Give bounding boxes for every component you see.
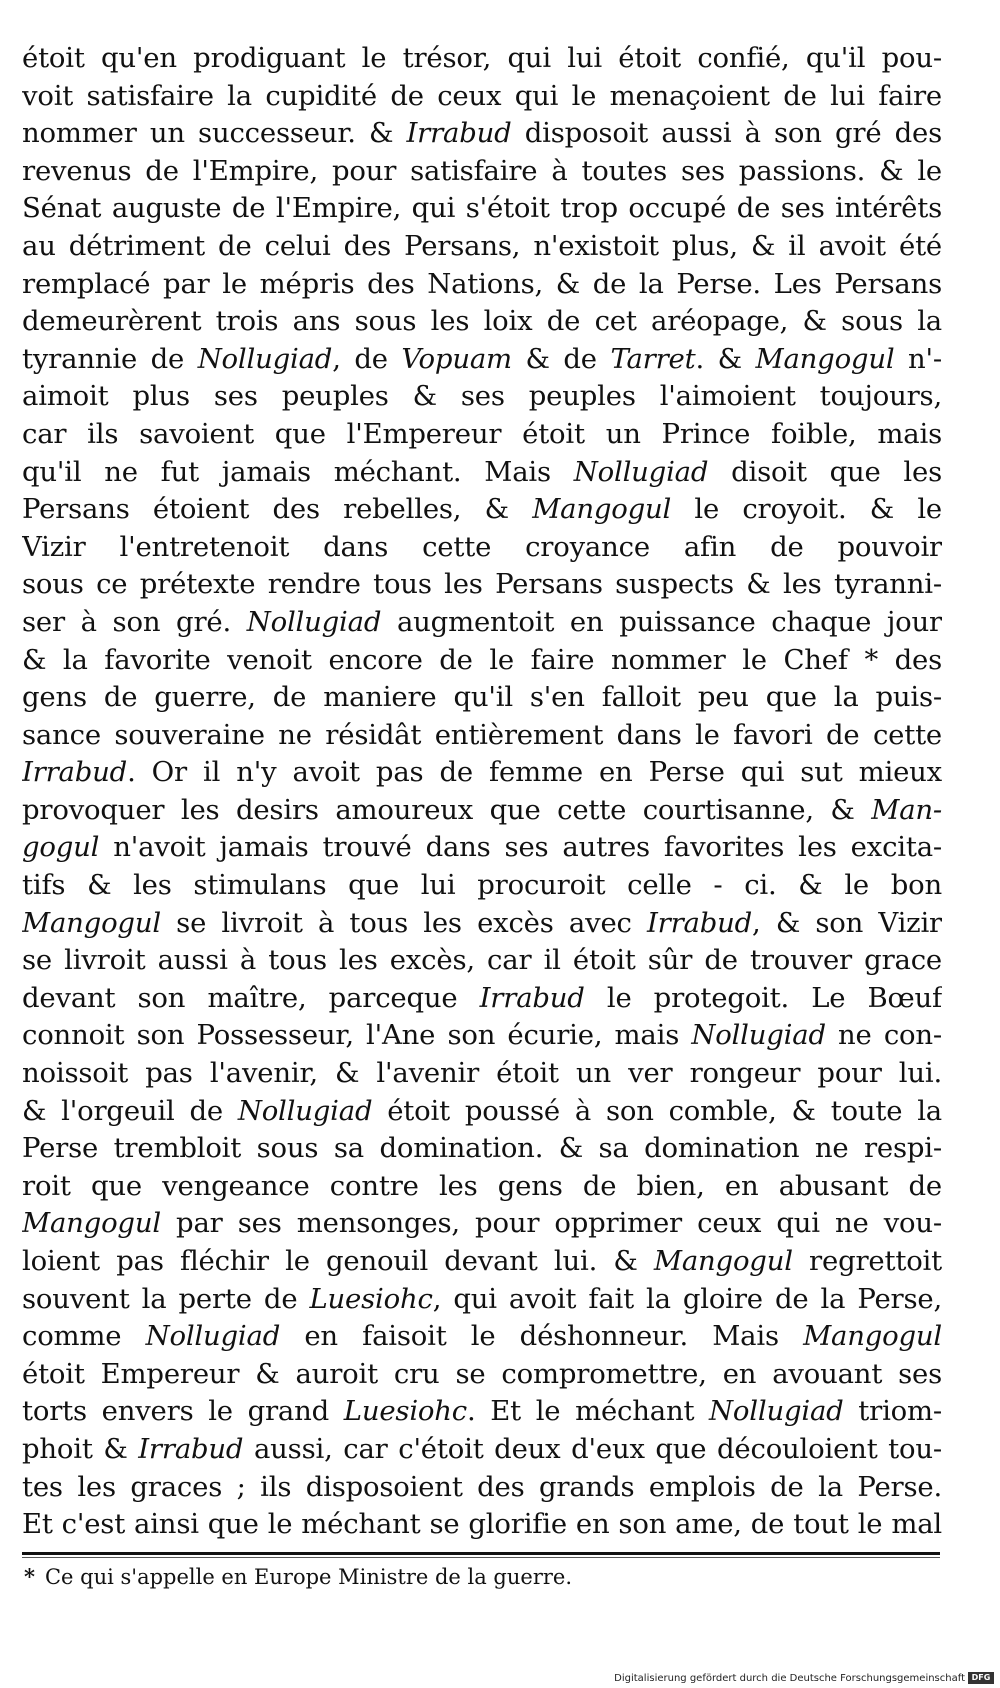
text-segment: en faisoit le déshonneur. Mais — [280, 1320, 804, 1353]
text-line — [22, 1243, 942, 1281]
text-line — [22, 341, 942, 379]
italic-name: Irrabud — [406, 117, 512, 150]
text-segment: Vizir l'entretenoit dans cette croyance afin de pouvoir — [22, 530, 942, 563]
footnote — [24, 1562, 572, 1592]
digitization-credit — [614, 1672, 994, 1684]
text-segment: augmentoit en puissance chaque jour — [381, 605, 942, 638]
text-line — [22, 1431, 942, 1469]
text-line — [22, 78, 942, 116]
text-segment: Et c'est ainsi que le méchant se glorifie en son ame, de tout le mal — [22, 1508, 942, 1541]
text-segment: , & son Vizir — [752, 906, 942, 939]
text-segment: , de — [332, 342, 402, 375]
text-line — [22, 1130, 942, 1168]
text-line — [22, 378, 942, 416]
text-line — [22, 980, 942, 1018]
text-segment: se livroit à tous les excès avec — [160, 906, 647, 939]
footnote-rule-thin — [22, 1557, 940, 1558]
text-line — [22, 1318, 942, 1356]
text-segment: regrettoit — [792, 1245, 942, 1277]
text-segment: tifs & les stimulans que lui procuroit celle - ci. & le bon — [22, 869, 942, 902]
text-line — [22, 754, 942, 792]
text-segment: car ils savoient que l'Empereur étoit un Prince foible, mais — [22, 417, 942, 450]
text-line — [22, 454, 942, 492]
text-line — [22, 416, 942, 454]
text-segment: par ses mensonges, pour opprimer ceux qui ne vou- — [160, 1207, 942, 1240]
italic-name: Vopuam — [401, 342, 512, 375]
text-line — [22, 905, 942, 943]
credit-text: Digitalisierung gefördert durch die Deutsche Forschungsgemeinschaft — [614, 1672, 965, 1684]
text-segment: ne con- — [825, 1019, 942, 1052]
text-line — [22, 1506, 942, 1544]
text-line — [22, 829, 942, 867]
text-segment: qu'il ne fut jamais méchant. Mais — [22, 455, 574, 488]
text-segment: le croyoit. & le — [671, 493, 942, 526]
text-segment: sance souveraine ne résidât entièrement dans le favori de cette — [22, 718, 942, 751]
text-line — [22, 1356, 942, 1394]
italic-name: Mangogul — [755, 342, 895, 375]
text-segment: . Et le méchant — [467, 1395, 710, 1428]
text-line — [22, 1469, 942, 1507]
text-segment: . Or il n'y avoit pas de femme en Perse qui sut mieux — [127, 756, 942, 789]
text-line — [22, 642, 942, 680]
text-line — [22, 1055, 942, 1093]
italic-name: Nollugiad — [237, 1094, 373, 1127]
text-segment: & de — [511, 342, 611, 375]
italic-name: gogul — [22, 831, 100, 864]
text-line — [22, 1168, 942, 1206]
text-segment: triom- — [843, 1395, 942, 1428]
page-body — [22, 40, 942, 1544]
text-line — [22, 266, 942, 304]
italic-name: Man- — [871, 793, 942, 826]
text-segment: provoquer les desirs amoureux que cette courtisanne, & — [22, 793, 872, 826]
text-segment: étoit qu'en prodiguant le trésor, qui lui étoit confié, qu'il pou- — [22, 42, 942, 74]
text-segment: Persans étoient des rebelles, & — [22, 493, 533, 526]
italic-name: Nollugiad — [246, 605, 382, 638]
text-segment: étoit Empereur & auroit cru se compromettre, en avouant ses — [22, 1357, 942, 1390]
text-line — [22, 115, 942, 153]
text-segment: tyrannie de — [22, 342, 198, 375]
text-segment: & l'orgeuil de — [22, 1094, 238, 1127]
italic-name: Mangogul — [653, 1245, 793, 1277]
text-line — [22, 228, 942, 266]
text-segment: n'avoit jamais trouvé dans ses autres favorites les excita- — [99, 831, 942, 864]
text-segment: disoit que les — [708, 455, 942, 488]
italic-name: Irrabud — [479, 981, 585, 1014]
italic-name: Nollugiad — [145, 1320, 281, 1353]
text-segment: gens de guerre, de maniere qu'il s'en falloit peu que la puis- — [22, 681, 942, 714]
italic-name: Nollugiad — [691, 1019, 826, 1052]
text-segment: nommer un successeur. & — [22, 117, 407, 150]
italic-name: Irrabud — [646, 906, 753, 939]
text-segment: souvent la perte de — [22, 1282, 310, 1315]
text-segment: . & — [695, 342, 756, 375]
italic-name: Nollugiad — [709, 1395, 844, 1428]
text-segment: loient pas fléchir le genouil devant lui. & — [22, 1245, 654, 1277]
italic-name: Mangogul — [22, 1207, 161, 1240]
text-line — [22, 679, 942, 717]
text-line — [22, 1281, 942, 1319]
text-segment: devant son maître, parceque — [22, 981, 480, 1014]
italic-name: Irrabud — [138, 1432, 244, 1465]
text-line — [22, 792, 942, 830]
italic-name: Nollugiad — [197, 342, 333, 375]
italic-name: Mangogul — [532, 493, 672, 526]
text-segment: connoit son Possesseur, l'Ane son écurie, mais — [22, 1019, 692, 1052]
text-segment: ser à son gré. — [22, 605, 247, 638]
text-line — [22, 566, 942, 604]
text-line — [22, 717, 942, 755]
footnote-text: Ce qui s'appelle en Europe Ministre de la guerre. — [44, 1565, 572, 1589]
text-line — [22, 491, 942, 529]
text-segment: roit que vengeance contre les gens de bien, en abusant de — [22, 1169, 942, 1202]
text-segment: étoit poussé à son comble, & toute la — [372, 1094, 942, 1127]
text-line — [22, 40, 942, 78]
italic-name: Irrabud — [22, 756, 128, 789]
text-line — [22, 529, 942, 567]
text-segment: , qui avoit fait la gloire de la Perse, — [432, 1282, 942, 1315]
text-segment: phoit & — [22, 1432, 139, 1465]
text-segment: revenus de l'Empire, pour satisfaire à toutes ses passions. & le — [22, 154, 942, 187]
text-segment: sous ce prétexte rendre tous les Persans suspects & les tyranni- — [22, 568, 942, 601]
text-segment: aimoit plus ses peuples & ses peuples l'aimoient toujours, — [22, 380, 942, 413]
text-line — [22, 867, 942, 905]
text-segment: tes les graces ; ils disposoient des grands emplois de la Perse. — [22, 1470, 942, 1503]
text-line — [22, 153, 942, 191]
text-line — [22, 1205, 942, 1243]
text-segment: remplacé par le mépris des Nations, & de la Perse. Les Persans — [22, 267, 942, 300]
italic-name: Tarret — [610, 342, 696, 375]
italic-name: Luesiohc — [309, 1282, 433, 1315]
text-line — [22, 1393, 942, 1431]
text-segment: au détriment de celui des Persans, n'existoit plus, & il avoit été — [22, 229, 942, 262]
dfg-logo-icon: DFG — [968, 1672, 994, 1684]
text-segment: se livroit aussi à tous les excès, car il étoit sûr de trouver grace — [22, 944, 942, 977]
italic-name: Luesiohc — [343, 1395, 467, 1428]
text-line — [22, 1093, 942, 1131]
text-line — [22, 1017, 942, 1055]
text-line — [22, 190, 942, 228]
text-segment: aussi, car c'étoit deux d'eux que découloient tou- — [243, 1432, 942, 1465]
text-segment: disposoit aussi à son gré des — [511, 117, 942, 150]
text-line — [22, 604, 942, 642]
italic-name: Mangogul — [803, 1320, 942, 1353]
text-segment: voit satisfaire la cupidité de ceux qui le menaçoient de lui faire — [22, 79, 942, 112]
text-segment: demeurèrent trois ans sous les loix de cet aréopage, & sous la — [22, 305, 942, 338]
text-line — [22, 303, 942, 341]
text-segment: torts envers le grand — [22, 1395, 344, 1428]
footnote-rule — [22, 1552, 940, 1555]
text-segment: n'- — [894, 342, 942, 375]
text-segment: & la favorite venoit encore de le faire nommer le Chef * des — [22, 643, 942, 676]
footnote-mark: * — [24, 1564, 35, 1589]
text-segment: le protegoit. Le Bœuf — [584, 981, 942, 1014]
text-segment: Sénat auguste de l'Empire, qui s'étoit trop occupé de ses intérêts — [22, 192, 942, 225]
text-line — [22, 942, 942, 980]
text-segment: noissoit pas l'avenir, & l'avenir étoit un ver rongeur pour lui. — [22, 1057, 942, 1090]
text-segment: comme — [22, 1320, 146, 1353]
italic-name: Nollugiad — [573, 455, 709, 488]
italic-name: Mangogul — [22, 906, 161, 939]
text-segment: Perse trembloit sous sa domination. & sa domination ne respi- — [22, 1132, 942, 1165]
